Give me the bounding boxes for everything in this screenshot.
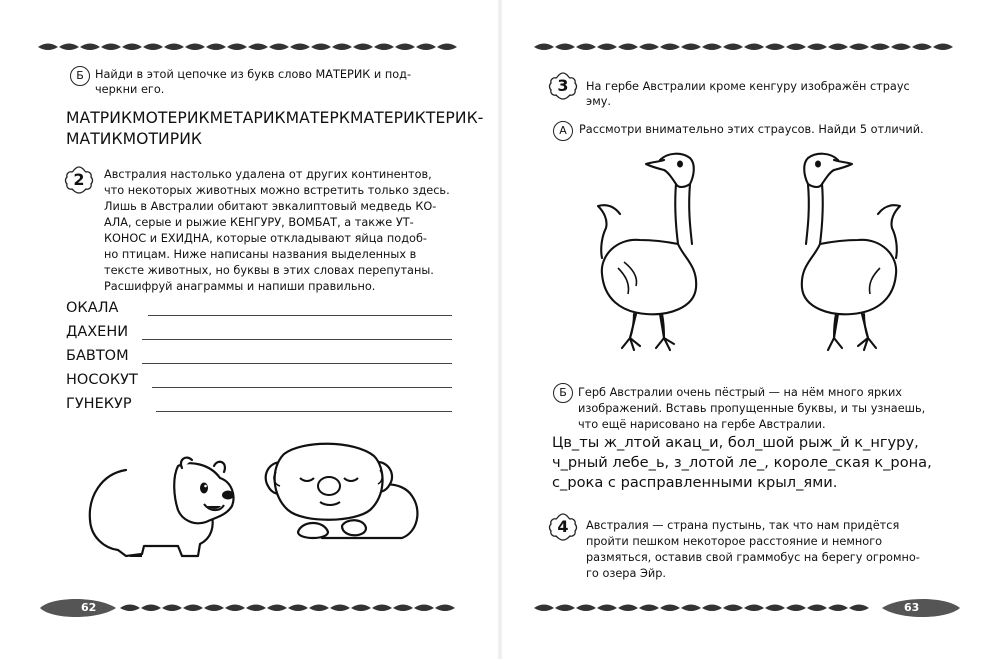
task-b-right-line-3: что ещё нарисовано на гербе Австралии.	[578, 418, 826, 431]
answer-line-2[interactable]	[142, 339, 452, 340]
task-3-text-line2: эму.	[586, 95, 611, 108]
answer-line-5[interactable]	[156, 411, 452, 412]
task-4-badge	[548, 512, 578, 542]
task-number: 3	[557, 76, 569, 95]
anagram-5: ГУНЕКУР	[66, 396, 132, 412]
fill-in-line-3: с_рока с расправленными крыл_ями.	[552, 474, 838, 491]
bottom-border-right	[534, 596, 962, 620]
task-number: 2	[73, 170, 85, 189]
task-4-line-2: пройти пешком некоторое расстояние и немного	[586, 535, 883, 548]
task-letter: Б	[559, 386, 567, 399]
emu-left-illustration	[580, 148, 720, 358]
task-2-line-8: Расшифруй анаграммы и напиши правильно.	[104, 280, 376, 293]
fill-in-line-2: ч_рный лебе_ь, з_лотой ле_, короле_ская к_рона,	[552, 454, 932, 471]
task-2-line-4: АЛА, серые и рыжие КЕНГУРУ, ВОМБАТ, а также УТ-	[104, 216, 414, 229]
task-a-badge	[553, 121, 573, 141]
top-border-left	[38, 40, 458, 54]
task-b-right-badge	[553, 383, 573, 403]
anagram-3: БАВТОМ	[66, 348, 129, 364]
right-page	[500, 0, 1000, 659]
task-2-badge	[64, 165, 94, 195]
answer-line-4[interactable]	[152, 387, 452, 388]
task-b-text-line1: Найди в этой цепочке из букв слово МАТЕРИК и под-	[95, 68, 412, 81]
task-2-line-5: КОНОС и ЕХИДНА, которые откладывают яйца подоб-	[104, 232, 427, 245]
task-a-text: Рассмотри внимательно этих страусов. Найди 5 отличий.	[579, 123, 924, 136]
task-2-line-6: но птицам. Ниже написаны названия выделенных в	[104, 248, 417, 261]
task-3-text-line1: На гербе Австралии кроме кенгуру изображён страус	[586, 80, 910, 93]
anagram-4: НОСОКУТ	[66, 372, 138, 388]
answer-line-1[interactable]	[148, 315, 452, 316]
wombat-illustration	[86, 452, 246, 562]
task-2-line-7: тексте животных, но буквы в этих словах перепутаны.	[104, 264, 434, 277]
emu-right-illustration	[778, 148, 918, 358]
task-3-badge	[548, 71, 578, 101]
task-4-line-4: го озера Эйр.	[586, 567, 666, 580]
top-border-right	[534, 40, 962, 54]
task-letter: А	[559, 124, 567, 137]
page-number-right: 63	[904, 601, 920, 614]
task-2-line-1: Австралия настолько удалена от других континентов,	[104, 168, 432, 181]
task-2-line-2: что некоторых животных можно встретить только здесь.	[104, 184, 450, 197]
answer-line-3[interactable]	[142, 363, 452, 364]
letter-chain-line1: МАТРИКМОТЕРИКМЕТАРИКМАТЕРКМАТЕРИКТЕРИК-	[66, 109, 484, 127]
task-4-line-3: размяться, оставив свой граммобус на берегу огромно-	[586, 551, 920, 564]
page-number-left: 62	[81, 601, 97, 614]
koala-illustration	[262, 440, 442, 550]
task-b-text-line2: черкни его.	[95, 83, 165, 96]
leaf-border	[38, 40, 458, 54]
letter-chain-line2: МАТИКМОТИРИК	[66, 130, 203, 148]
task-letter: Б	[76, 69, 84, 82]
fill-in-line-1: Цв_ты ж_лтой акац_и, бол_шой рыж_й к_нгуру,	[552, 434, 919, 451]
anagram-1: ОКАЛА	[66, 300, 119, 316]
task-b-right-line-1: Герб Австралии очень пёстрый — на нём много ярких	[578, 386, 902, 399]
task-number: 4	[557, 517, 569, 536]
task-b-badge	[70, 66, 90, 86]
bottom-border-left	[38, 596, 468, 620]
task-b-right-line-2: изображений. Вставь пропущенные буквы, и ты узнаешь,	[578, 402, 926, 415]
task-4-line-1: Австралия — страна пустынь, так что нам придётся	[586, 519, 900, 532]
task-2-line-3: Лишь в Австралии обитают эвкалиптовый медведь КО-	[104, 200, 437, 213]
anagram-2: ДАХЕНИ	[66, 324, 129, 340]
